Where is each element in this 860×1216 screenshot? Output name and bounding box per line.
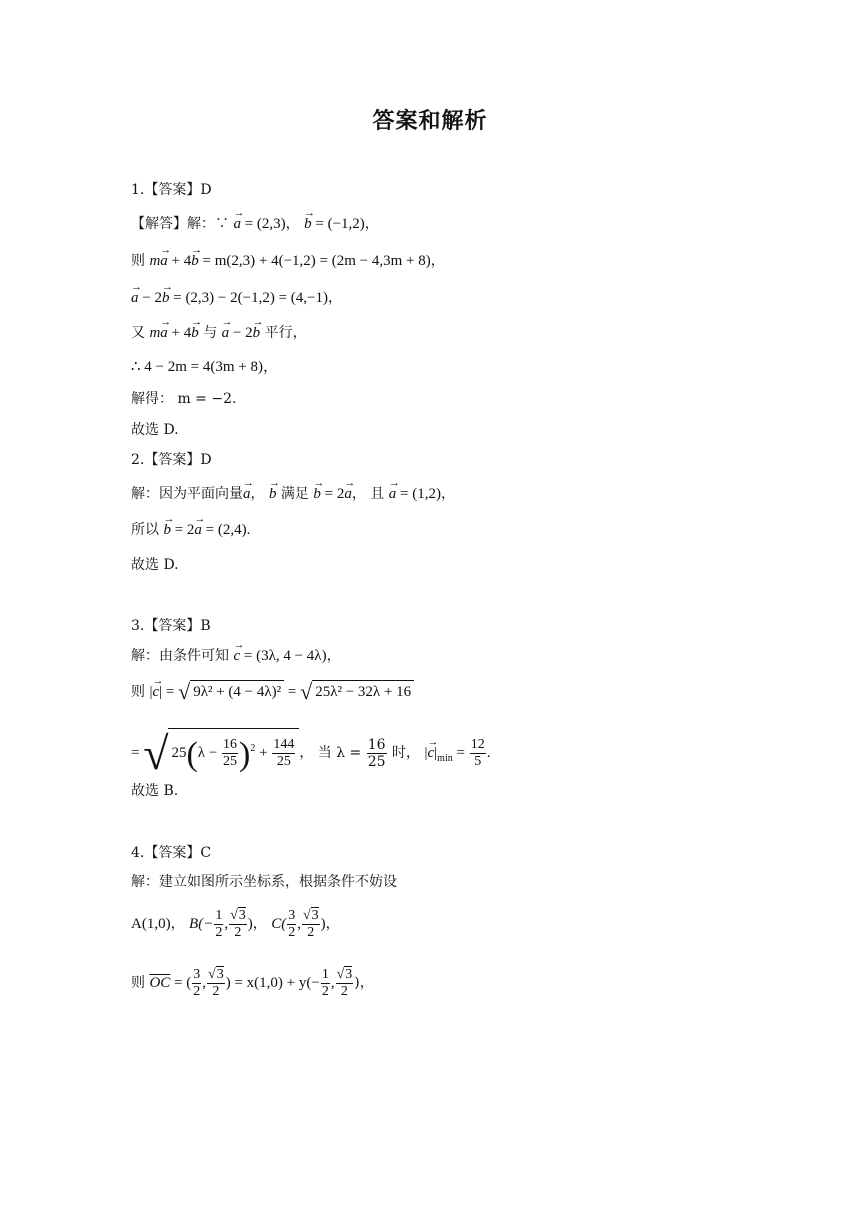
q4-l3-sqrt1: 3 [216, 967, 224, 983]
q3-l2-prefix: 则 [131, 684, 150, 700]
q4-line-1: 解：建立如图所示坐标系，根据条件不妨设 [131, 874, 397, 890]
q1-l4-end: 平行， [260, 325, 307, 341]
q3-l3-min: min [437, 753, 453, 764]
q4-pb-pre: B(− [189, 916, 214, 932]
q3-l3-plus: + [255, 745, 272, 761]
q3-line-2: 则 |→ c| = √ 9λ² + (4 − 4λ)² = √ 25λ² − 32λ + 16 [131, 680, 414, 702]
q4-pb-frac1-num: 1 [215, 908, 223, 924]
q2-line-1: 解：因为平面向量→ a， → b 满足 → b = 2→ a， 且 → a = (1,2)， [131, 484, 455, 504]
q4-vector-oc: $\overline{OC}$ [149, 975, 171, 991]
q4-l3-frac2-den: 2 [212, 984, 220, 1000]
q4-pb-sqrt: 3 [238, 908, 246, 924]
q1-line-2 [131, 251, 445, 271]
q2-line-3: 故选 D. [131, 557, 179, 573]
q1-l4-mid: 与 [198, 325, 222, 341]
q3-frac3-num: 16 [367, 736, 386, 753]
q2-l1-mid2: 满足 [276, 486, 314, 502]
q1-line-6: 解得： m = −2. [131, 391, 237, 407]
q3-l2-sqrt2: 25λ² − 32λ + 16 [312, 680, 414, 702]
q4-l3-mid2: ) = x(1,0) + y(− [225, 975, 320, 991]
q3-l2-sqrt1: 9λ² + (4 − 4λ)² [190, 680, 284, 702]
q1-line-7: 故选 D. [131, 422, 179, 438]
q2-l1-mid3: ， 且 [351, 486, 389, 502]
q4-l3-mid1: = ( [170, 975, 192, 991]
q3-line-3: = √ 25(λ − $\frac{16}{25}$ )$^2$ + $\frac{144}{25}$ ， 当 λ = $\frac{16}{25}$ 时， |→ $c|_{min}$ = $\frac{12}{5}$ . [131, 728, 490, 777]
q3-frac1-num: 16 [223, 737, 238, 753]
q1-vector-b-def: → b = (−1,2) [304, 216, 365, 232]
q1-line-3 [131, 288, 342, 308]
q2-l1-mid1: ， [250, 486, 269, 502]
q3-l3-lambda: λ − [197, 745, 222, 761]
q1-l2-math: m→ a + 4→ b = m(2,3) + 4(−1,2) = (2m − 4,3m + 8) [149, 253, 430, 269]
q1-l3-end: ， [328, 290, 342, 306]
q3-l1-end: ， [326, 648, 341, 664]
q2-l1-prefix: 解：因为平面向量 [131, 486, 243, 502]
q3-frac2-den: 25 [276, 754, 291, 770]
q3-frac4-num: 12 [470, 737, 485, 753]
q4-point-b: B(− $\frac{1}{2}$ , $\frac{√3}{2}$ ) [189, 908, 253, 941]
q4-l3-sqrt2: 3 [345, 967, 353, 983]
q1-l3-expr: (2,3) − 2(−1,2) = (4,−1) [185, 290, 328, 306]
q4-l3-frac3-num: 1 [321, 967, 329, 983]
q2-l2-prefix: 所以 [131, 522, 164, 538]
page-title: 答案和解析 [372, 109, 488, 134]
q4-pc-frac2-den: 2 [307, 925, 315, 941]
q4-pc-frac1-den: 2 [288, 925, 296, 941]
q4-pb-frac1-den: 2 [215, 925, 223, 941]
q1-line-4: 又 m→ a + 4→ b 与 → a − 2→ b 平行， [131, 323, 307, 343]
q3-line-4: 故选 B. [131, 783, 179, 799]
q3-line-1: 解：由条件可知 → c = (3λ, 4 − 4λ)， [131, 646, 341, 666]
q3-l3-when: ， 当 λ = [299, 745, 366, 761]
q1-line-5: ∴ 4 − 2m = 4(3m + 8)， [131, 359, 278, 375]
q1-l3-math: → a − 2→ b = (2,3) − 2(−1,2) = (4,−1) [131, 290, 328, 306]
q3-l1-prefix: 解：由条件可知 [131, 648, 234, 664]
q1-l4-prefix: 又 [131, 325, 150, 341]
q4-l3-prefix: 则 [131, 975, 150, 991]
q2-l1-end: ， [440, 486, 455, 502]
q4-pb-frac2-den: 2 [234, 925, 242, 941]
q3-frac2-num: 144 [273, 737, 295, 753]
q3-l3-time: 时， [387, 745, 425, 761]
q4-pc-sqrt: 3 [311, 908, 319, 924]
q1-vector-a-def: → a = (2,3) [233, 216, 285, 232]
q3-answer-line: 3.【答案】B [131, 618, 211, 634]
q2-l1-expr: = (1,2) [396, 486, 441, 502]
q1-l1-prefix: 【解答】解：∵ [131, 216, 234, 232]
q2-answer-line: 2.【答案】D [131, 452, 212, 468]
q4-l3-end: )， [354, 975, 374, 991]
q4-point-c: C( $\frac{3}{2}$ , $\frac{√3}{2}$ ) [271, 908, 326, 941]
q3-frac4-den: 5 [474, 754, 482, 770]
q4-l3-frac1-num: 3 [193, 967, 201, 983]
q3-l3-25: 25 [171, 745, 187, 761]
q1-l1-sep: ， [285, 216, 305, 232]
q2-line-2: 所以 → b = 2→ a = (2,4). [131, 520, 250, 540]
q1-answer-line: 1.【答案】D [131, 182, 212, 198]
q4-pc-frac1-num: 3 [288, 908, 296, 924]
q3-frac3-den: 25 [367, 753, 386, 770]
q1-l2-prefix: 则 [131, 253, 150, 269]
q4-answer-line: 4.【答案】C [131, 845, 212, 861]
q4-point-a: A(1,0) [131, 916, 171, 932]
q4-l3-frac4-den: 2 [340, 984, 348, 1000]
q1-line-1 [131, 214, 379, 234]
q3-frac1-den: 25 [223, 754, 238, 770]
q1-l2-expr: m(2,3) + 4(−1,2) = (2m − 4,3m + 8) [214, 253, 431, 269]
q3-l1-expr: = (3λ, 4 − 4λ) [240, 648, 327, 664]
q4-l3-frac3-den: 2 [321, 984, 329, 1000]
q1-l2-end: ， [430, 253, 445, 269]
q1-l1-end: ， [364, 216, 379, 232]
q4-l3-frac1-den: 2 [193, 984, 201, 1000]
q4-line-2: A(1,0)， B(− $\frac{1}{2}$ , $\frac{√3}{2}$ )， C( $\frac{3}{2}$ , $\frac{√3}{2}$ )， [131, 908, 340, 941]
q4-pc-pre: C( [271, 916, 287, 932]
q4-line-3: 则 $\overline{OC}$ = ( $\frac{3}{2}$ , $\frac{√3}{2}$ ) = x(1,0) + y(− $\frac{1}{2}$ , $\frac{√3}{2}$ )， [131, 967, 374, 1000]
q2-l2-expr: = (2,4). [201, 522, 251, 538]
